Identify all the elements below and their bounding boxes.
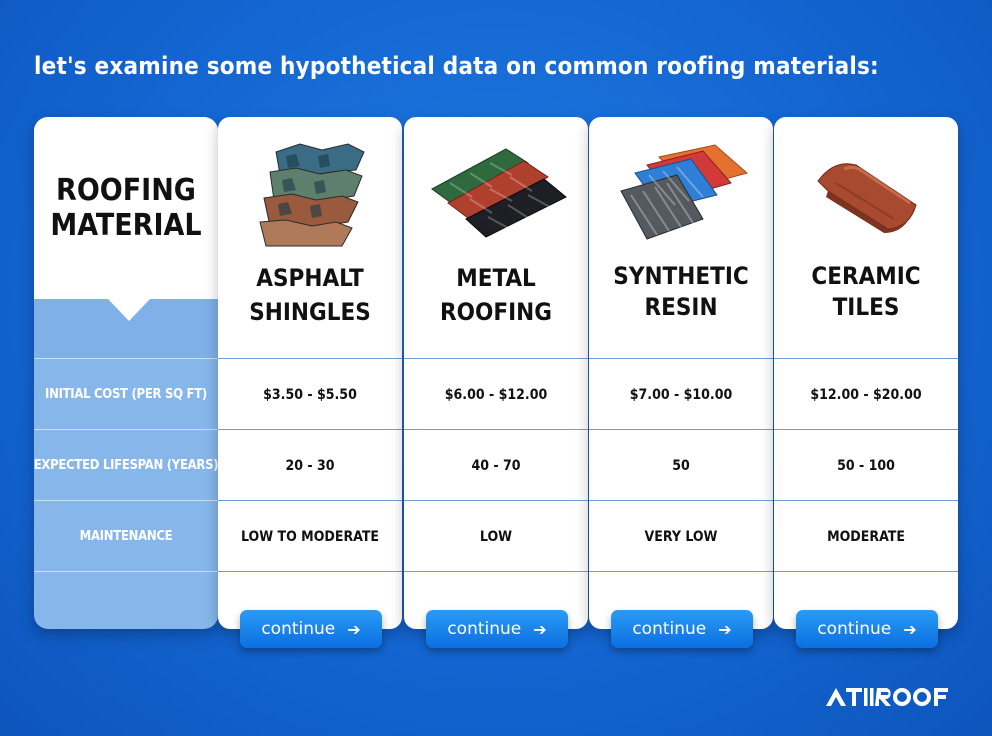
- material-name-line-1: CERAMIC: [811, 262, 921, 290]
- material-card-metal-roofing: [404, 117, 588, 629]
- material-name-line-1: SYNTHETIC: [613, 262, 749, 290]
- button-label: continue: [447, 619, 522, 639]
- continue-button-metal-roofing[interactable]: [426, 610, 568, 648]
- row-divider: [218, 571, 402, 572]
- material-card-ceramic-tiles: [774, 117, 958, 629]
- material-card-asphalt-shingles: [218, 117, 402, 629]
- maintenance-value: VERY LOW: [644, 528, 718, 545]
- row-divider: [589, 571, 773, 572]
- label-header-pointer: [108, 299, 150, 321]
- lifespan-value: 50: [672, 457, 690, 474]
- cost-value: $7.00 - $10.00: [629, 386, 733, 403]
- synthetic-resin-image: [619, 143, 749, 243]
- page-headline: let's examine some hypothetical data on common roofing materials:: [34, 52, 879, 80]
- material-name: [774, 261, 958, 323]
- asphalt-shingles-image: [256, 142, 368, 248]
- material-name-line-1: ASPHALT: [256, 264, 364, 292]
- material-name-line-2: TILES: [832, 293, 900, 321]
- button-label: continue: [632, 619, 707, 639]
- label-divider: [34, 571, 218, 572]
- material-name-line-1: METAL: [456, 264, 536, 292]
- lifespan-value: 40 - 70: [471, 457, 521, 474]
- label-column: [34, 117, 218, 629]
- continue-button-synthetic-resin[interactable]: [611, 610, 753, 648]
- button-label: continue: [261, 619, 336, 639]
- material-name-line-2: RESIN: [644, 293, 718, 321]
- arrow-right-icon: ➔: [718, 619, 732, 639]
- brand-logo: [826, 682, 950, 710]
- material-card-synthetic-resin: [589, 117, 773, 629]
- metal-roofing-image: [428, 145, 568, 241]
- row-divider: [774, 571, 958, 572]
- material-name-line-2: ROOFING: [440, 298, 552, 326]
- maintenance-value: LOW TO MODERATE: [240, 528, 380, 545]
- label-header: [34, 117, 218, 299]
- lifespan-value: 20 - 30: [285, 457, 335, 474]
- button-label: continue: [817, 619, 892, 639]
- arrow-right-icon: ➔: [347, 619, 361, 639]
- arrow-right-icon: ➔: [533, 619, 547, 639]
- material-name: [404, 261, 588, 329]
- label-header-line-2: MATERIAL: [50, 208, 202, 243]
- continue-button-ceramic-tiles[interactable]: [796, 610, 938, 648]
- arrow-right-icon: ➔: [903, 619, 917, 639]
- material-name: [218, 261, 402, 329]
- maintenance-value: LOW: [479, 528, 513, 545]
- lifespan-value: 50 - 100: [837, 457, 895, 474]
- material-name: [589, 261, 773, 323]
- cost-value: $3.50 - $5.50: [263, 386, 357, 403]
- maintenance-value: MODERATE: [827, 528, 905, 545]
- row-label-initial-cost: INITIAL COST (PER SQ FT): [45, 387, 207, 402]
- ceramic-tile-image: [814, 155, 920, 235]
- row-divider: [404, 571, 588, 572]
- cost-value: $12.00 - $20.00: [810, 386, 922, 403]
- material-name-line-2: SHINGLES: [249, 298, 371, 326]
- row-label-maintenance: MAINTENANCE: [79, 529, 173, 544]
- cost-value: $6.00 - $12.00: [444, 386, 548, 403]
- label-header-line-1: ROOFING: [56, 173, 196, 208]
- continue-button-asphalt-shingles[interactable]: [240, 610, 382, 648]
- row-label-lifespan: EXPECTED LIFESPAN (YEARS): [34, 458, 218, 473]
- label-header-title: [34, 173, 218, 243]
